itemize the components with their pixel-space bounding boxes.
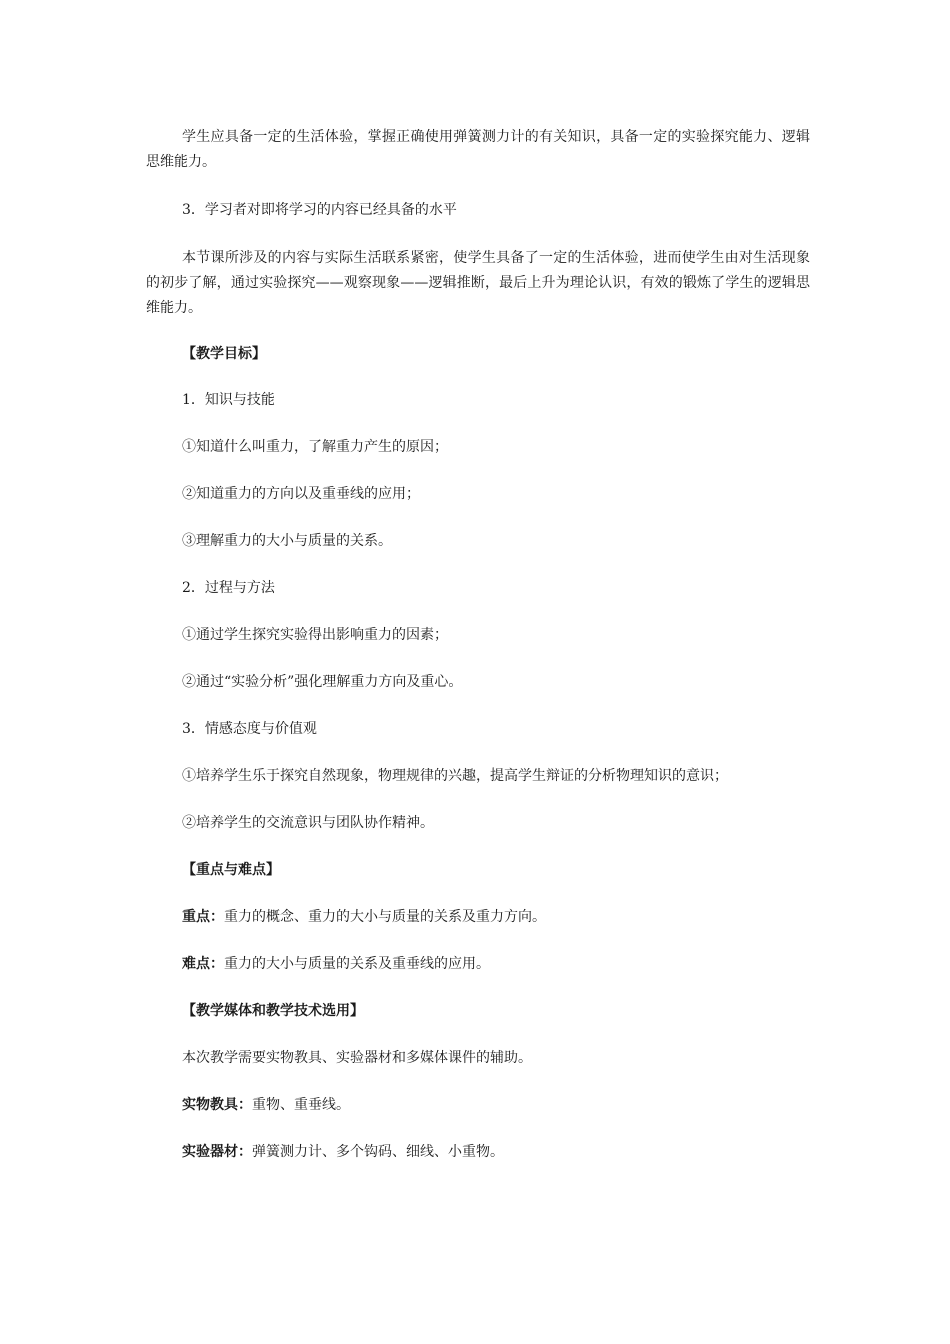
difficulty-text: 重力的大小与质量的关系及重垂线的应用。 [224, 956, 490, 972]
objective-attitude-item: ①培养学生乐于探究自然现象，物理规律的兴趣，提高学生辩证的分析物理知识的意识； [182, 768, 728, 784]
objective-attitude-title: 3．情感态度与价值观 [182, 721, 317, 737]
equipment-label: 实验器材： [182, 1144, 252, 1160]
objective-knowledge-item: ③理解重力的大小与质量的关系。 [182, 533, 392, 549]
learner-level-heading: 3．学习者对即将学习的内容已经具备的水平 [182, 202, 457, 218]
media-heading: 【教学媒体和教学技术选用】 [182, 1003, 364, 1019]
teaching-aids-text: 重物、重垂线。 [252, 1097, 350, 1113]
teaching-aids-line [182, 1095, 350, 1115]
equipment-line [182, 1142, 504, 1162]
media-intro: 本次教学需要实物教具、实验器材和多媒体课件的辅助。 [182, 1050, 532, 1066]
objective-knowledge-item: ②知道重力的方向以及重垂线的应用； [182, 486, 420, 502]
objectives-heading: 【教学目标】 [182, 346, 266, 362]
focus-label: 重点： [182, 909, 224, 925]
objective-process-item: ①通过学生探究实验得出影响重力的因素； [182, 627, 448, 643]
objective-knowledge-title: 1．知识与技能 [182, 392, 275, 408]
intro-paragraph: 学生应具备一定的生活体验，掌握正确使用弹簧测力计的有关知识，具备一定的实验探究能力、逻辑思维能力。 [146, 129, 810, 170]
objective-knowledge-item: ①知道什么叫重力，了解重力产生的原因； [182, 439, 448, 455]
focus-text: 重力的概念、重力的大小与质量的关系及重力方向。 [224, 909, 546, 925]
learner-level-paragraph: 本节课所涉及的内容与实际生活联系紧密，使学生具备了一定的生活体验，进而使学生由对生活现象的初步了解，通过实验探究——观察现象——逻辑推断，最后上升为理论认识，有效的锻炼了学生的逻辑思维能力。 [146, 250, 810, 316]
focus-line [182, 907, 546, 927]
equipment-text: 弹簧测力计、多个钩码、细线、小重物。 [252, 1144, 504, 1160]
key-points-heading: 【重点与难点】 [182, 862, 280, 878]
objective-attitude-item: ②培养学生的交流意识与团队协作精神。 [182, 815, 434, 831]
teaching-aids-label: 实物教具： [182, 1097, 252, 1113]
difficulty-line [182, 954, 490, 974]
objective-process-item: ②通过“实验分析”强化理解重力方向及重心。 [182, 674, 463, 690]
difficulty-label: 难点： [182, 956, 224, 972]
objective-process-title: 2．过程与方法 [182, 580, 275, 596]
